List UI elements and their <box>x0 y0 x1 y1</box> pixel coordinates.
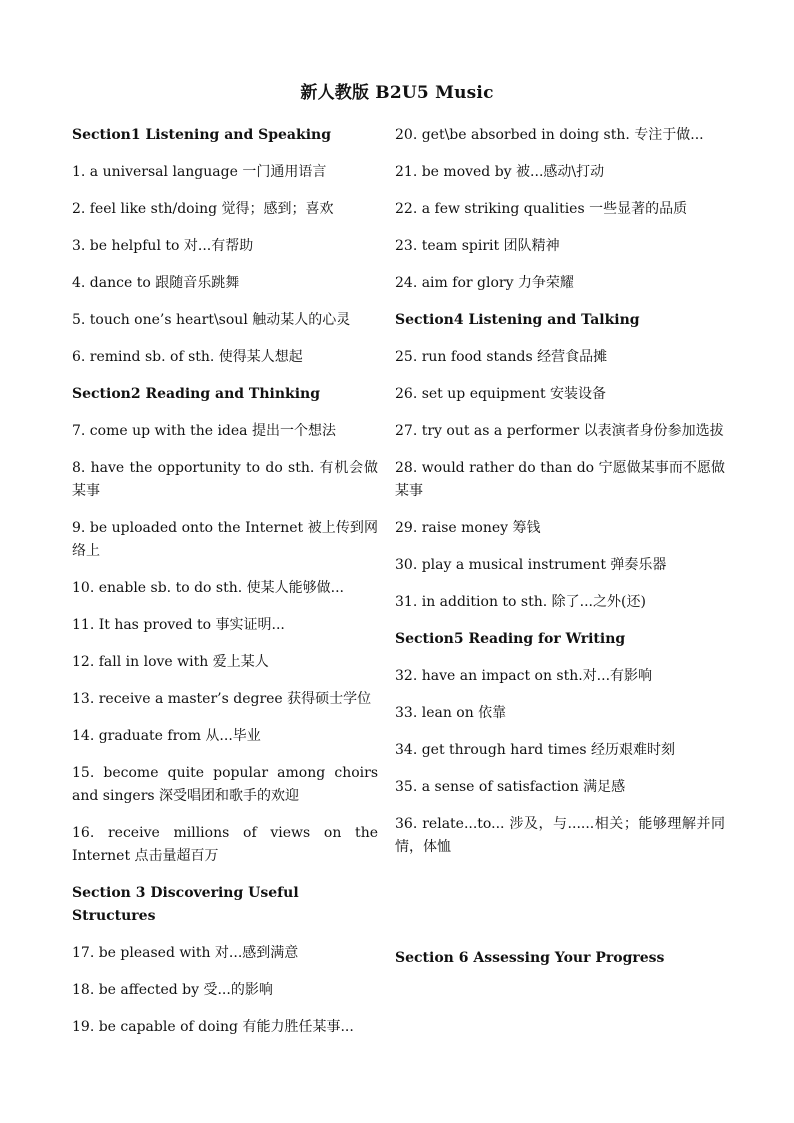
page-title: 新人教版 B2U5 Music <box>300 83 494 103</box>
vocab-item: 17. be pleased with 对...感到满意 <box>72 945 299 961</box>
vocab-item: 14. graduate from 从...毕业 <box>72 728 261 744</box>
section-heading: Section 3 Discovering Useful Structures <box>72 885 299 924</box>
vocab-item: 31. in addition to sth. 除了...之外(还) <box>395 594 646 610</box>
vocab-item: 27. try out as a performer 以表演者身份参加选拔 <box>395 423 724 439</box>
vocab-item: 25. run food stands 经营食品摊 <box>395 349 608 365</box>
vocab-item: 24. aim for glory 力争荣耀 <box>395 275 574 291</box>
vocab-item: 32. have an impact on sth.对...有影响 <box>395 668 653 684</box>
section-heading: Section1 Listening and Speaking <box>72 127 331 143</box>
left-column <box>72 124 378 1053</box>
vocab-item: 4. dance to 跟随音乐跳舞 <box>72 275 240 291</box>
vocab-item: 13. receive a master’s degree 获得硕士学位 <box>72 691 372 707</box>
vocab-item: 33. lean on 依靠 <box>395 705 507 721</box>
vocab-item: 1. a universal language 一门通用语言 <box>72 164 327 180</box>
vocab-item: 16. receive millions of views on the Internet 点击量超百万 <box>72 825 378 864</box>
vocab-item: 35. a sense of satisfaction 满足感 <box>395 779 626 795</box>
vocab-item: 20. get\be absorbed in doing sth. 专注于做... <box>395 127 704 143</box>
section-heading: Section2 Reading and Thinking <box>72 386 321 402</box>
vocab-item: 26. set up equipment 安装设备 <box>395 386 607 402</box>
vocab-item: 7. come up with the idea 提出一个想法 <box>72 423 336 439</box>
vocab-item: 9. be uploaded onto the Internet 被上传到网络上 <box>72 520 378 559</box>
vocab-item: 2. feel like sth/doing 觉得；感到；喜欢 <box>72 201 334 217</box>
vocab-item: 18. be affected by 受...的影响 <box>72 982 273 998</box>
vocab-item: 12. fall in love with 爱上某人 <box>72 654 269 670</box>
vocab-item: 23. team spirit 团队精神 <box>395 238 560 254</box>
section-heading: Section4 Listening and Talking <box>395 312 640 328</box>
vocab-item: 36. relate...to... 涉及，与......相关；能够理解并同情，体恤 <box>395 816 725 855</box>
vocab-item: 34. get through hard times 经历艰难时刻 <box>395 742 676 758</box>
vocab-item: 3. be helpful to 对...有帮助 <box>72 238 254 254</box>
vocab-item: 15. become quite popular among choirs and singers 深受唱团和歌手的欢迎 <box>72 765 378 804</box>
section-heading: Section 6 Assessing Your Progress <box>395 950 665 966</box>
right-column <box>395 124 725 984</box>
vocab-item: 29. raise money 筹钱 <box>395 520 541 536</box>
vocab-item: 5. touch one’s heart\soul 触动某人的心灵 <box>72 312 351 328</box>
section-heading: Section5 Reading for Writing <box>395 631 626 647</box>
vocab-item: 21. be moved by 被...感动\打动 <box>395 164 605 180</box>
vocab-item: 8. have the opportunity to do sth. 有机会做某事 <box>72 460 378 499</box>
vocab-item: 11. It has proved to 事实证明... <box>72 617 285 633</box>
blank-spacer <box>395 873 725 947</box>
vocab-item: 10. enable sb. to do sth. 使某人能够做... <box>72 580 345 596</box>
vocab-item: 6. remind sb. of sth. 使得某人想起 <box>72 349 303 365</box>
vocab-item: 22. a few striking qualities 一些显著的品质 <box>395 201 688 217</box>
vocab-item: 19. be capable of doing 有能力胜任某事... <box>72 1019 354 1035</box>
vocab-item: 30. play a musical instrument 弹奏乐器 <box>395 557 667 573</box>
vocab-item: 28. would rather do than do 宁愿做某事而不愿做某事 <box>395 460 725 499</box>
